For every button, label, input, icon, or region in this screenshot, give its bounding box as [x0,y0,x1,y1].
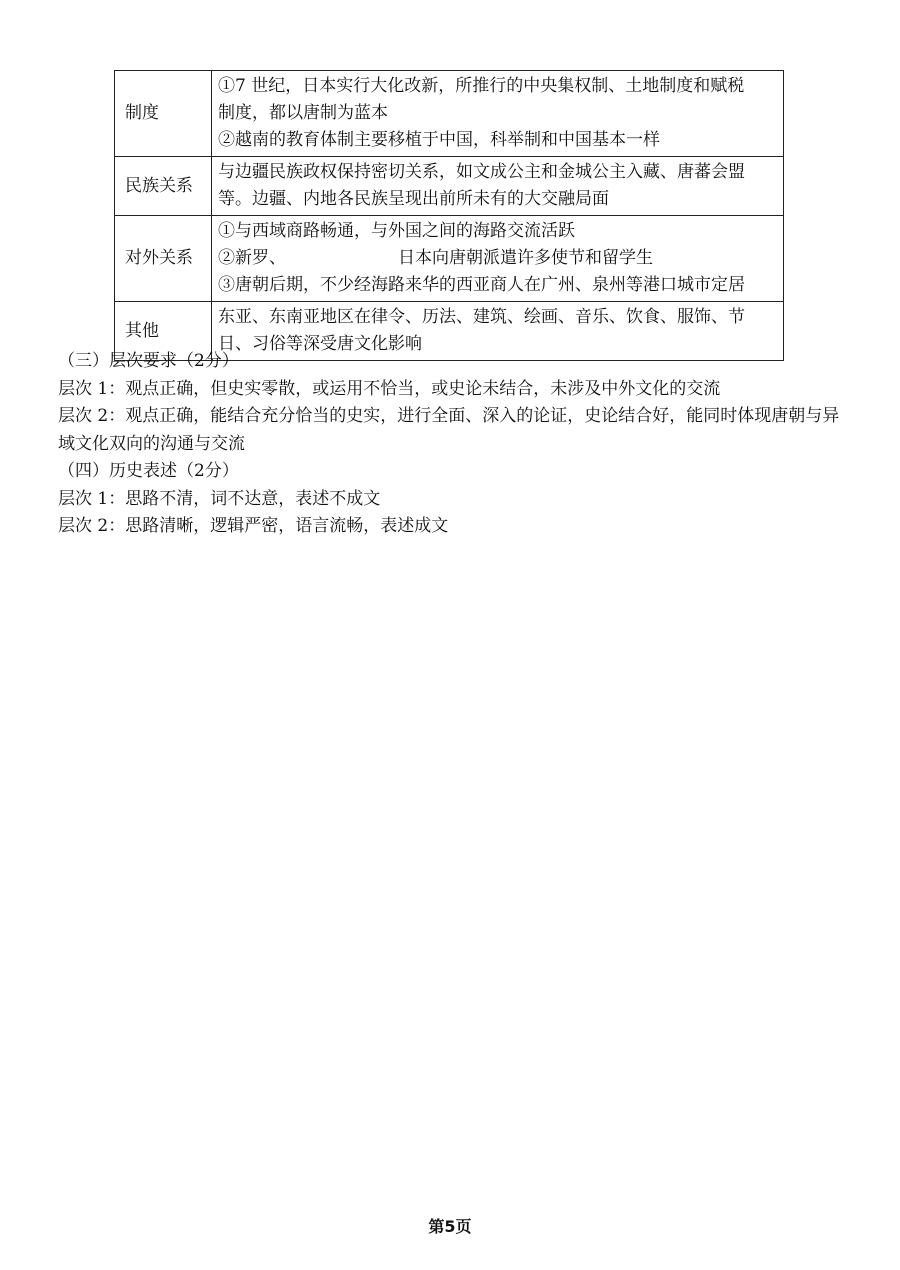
level-description: 层次 2：思路清晰，逻辑严密，语言流畅，表述成文 [58,516,449,536]
row-content [212,157,784,216]
content-line: 东亚、东南亚地区在律令、历法、建筑、绘画、音乐、饮食、服饰、节 [218,307,745,327]
summary-table [114,70,784,361]
content-line: 制度，都以唐制为蓝本 [218,103,388,123]
page-number: 第5页 [428,1217,472,1236]
content-line: ①7 世纪，日本实行大化改新，所推行的中央集权制、土地制度和赋税 [218,76,745,96]
content-segment: 日本向唐朝派遣许多使节和留学生 [398,248,653,268]
grading-notes [58,348,858,541]
content-segment: ②新罗、 [218,248,286,268]
row-category: 其他 [115,302,212,361]
row-content [212,216,784,302]
row-content [212,71,784,157]
content-line: ②越南的教育体制主要移植于中国，科举制和中国基本一样 [218,130,660,150]
content-line [218,245,777,272]
content-line: 等。边疆、内地各民族呈现出前所未有的大交融局面 [218,189,609,209]
row-category: 民族关系 [115,157,212,216]
table-row [115,157,784,216]
section-title: （四）历史表述（2分） [58,461,239,481]
row-category: 对外关系 [115,216,212,302]
level-description: 层次 2：观点正确，能结合充分恰当的史实，进行全面、深入的论证，史论结合好，能同时体现唐朝与异域文化双向的沟通与交流 [58,406,840,454]
row-category: 制度 [115,71,212,157]
level-description: 层次 1：思路不清，词不达意，表述不成文 [58,488,381,509]
table-row [115,71,784,157]
section-title: （三）层次要求（2分） [58,351,239,371]
content-line: 日、习俗等深受唐文化影响 [218,334,422,354]
content-line: ③唐朝后期，不少经海路来华的西亚商人在广州、泉州等港口城市定居 [218,275,745,295]
table-row [115,216,784,302]
content-line: ①与西域商路畅通，与外国之间的海路交流活跃 [218,221,575,241]
content-line: 与边疆民族政权保持密切关系，如文成公主和金城公主入藏、唐蕃会盟 [218,162,745,182]
level-description: 层次 1：观点正确，但史实零散，或运用不恰当，或史论未结合，未涉及中外文化的交流 [58,378,721,399]
